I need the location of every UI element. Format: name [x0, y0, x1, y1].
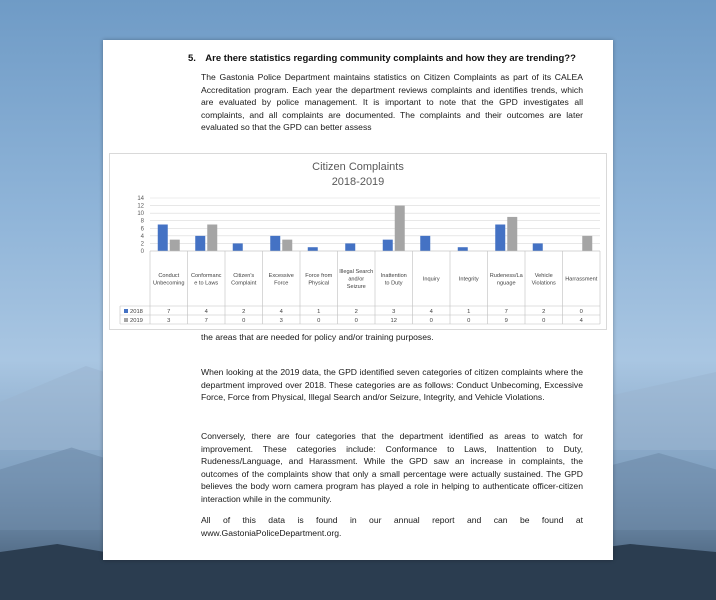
question-text: Are there statistics regarding community complaints and how they are trending??	[205, 53, 576, 64]
category-label: Conduct	[158, 272, 180, 279]
paragraph-annual-report: All of this data is found in our annual report and can be found at www.GastoniaPoliceDepartment.org.	[201, 515, 583, 538]
category-label: Complaint	[231, 280, 257, 287]
category-label: Harrassment	[565, 276, 598, 283]
y-tick-label: 4	[140, 233, 144, 240]
category-label: to Duty	[384, 280, 403, 287]
data-label-2018: 4	[204, 309, 208, 315]
data-label-2018: 2	[242, 309, 246, 315]
category-label: nguage	[496, 280, 516, 287]
chart-title: Citizen Complaints	[312, 161, 404, 173]
category-label: Inquiry	[422, 276, 440, 283]
data-label-2019: 4	[579, 318, 583, 324]
category-label: Vehicle	[534, 272, 553, 279]
data-label-2019: 0	[317, 318, 321, 324]
data-label-2019: 0	[429, 318, 433, 324]
citizen-complaints-chart	[109, 153, 607, 330]
data-label-2019: 0	[242, 318, 246, 324]
data-label-2019: 3	[279, 318, 283, 324]
category-label: Violations	[531, 280, 556, 287]
data-label-2019: 7	[204, 318, 208, 324]
category-label: Illegal Search	[339, 269, 374, 275]
category-label: Unbecoming	[153, 280, 185, 287]
data-label-2019: 0	[467, 318, 471, 324]
data-label-2018: 1	[317, 309, 321, 315]
y-tick-label: 8	[140, 218, 144, 225]
category-label: Conformanc	[191, 272, 222, 279]
data-label-2018: 4	[279, 309, 283, 315]
bar-2019	[207, 225, 217, 252]
y-tick-label: 10	[137, 211, 144, 218]
paragraph-calea-continued: the areas that are needed for policy and/or training purposes.	[201, 332, 434, 342]
bar-2019	[507, 217, 517, 251]
bar-2018	[233, 243, 243, 251]
category-label: Force	[274, 280, 289, 287]
question-number: 5.	[188, 53, 196, 64]
paragraph-watch-areas: Conversely, there are four categories that the department identified as areas to watch for improvement. These categories include: Conformance to Laws, Inattention to Duty, Rudeness/Language, and Harassment. While the GPD saw an increase in complaints, the outcomes of the complaints show that only a small percentage were actually sustained. The GPD believes the body worn camera program has played a role in helping to authenticate officer-citizen interaction while in the community.	[201, 431, 583, 504]
data-label-2019: 3	[167, 318, 171, 324]
legend-key-2019	[124, 318, 128, 322]
bar-2019	[395, 206, 405, 251]
category-label: Citizen's	[233, 272, 255, 279]
chart-plot	[110, 154, 606, 329]
bar-2018	[533, 243, 543, 251]
data-label-2019: 12	[390, 318, 397, 324]
data-label-2018: 2	[542, 309, 546, 315]
data-label-2019: 0	[354, 318, 358, 324]
bar-2018	[195, 236, 205, 251]
category-label: Excessive	[268, 272, 294, 279]
data-label-2019: 9	[504, 318, 508, 324]
paragraph-calea: The Gastonia Police Department maintains statistics on Citizen Complaints as part of its CALEA Accreditation program. Each year the department reviews complaints and identifies trends, which are evaluated by police management. It is important to note that the GPD investigates all complaints, and all complaints are documented. The complaints and their outcomes are later evaluated so that the GPD can better assess	[201, 72, 583, 132]
bar-2018	[158, 225, 168, 252]
category-label: Integrity	[458, 276, 479, 283]
y-tick-label: 2	[140, 241, 144, 248]
legend-key-2018	[124, 309, 128, 313]
y-tick-label: 12	[137, 203, 144, 210]
document-page	[103, 40, 613, 560]
data-label-2018: 7	[167, 309, 171, 315]
category-label: Rudeness/La	[489, 272, 523, 279]
question-heading	[188, 53, 576, 64]
category-label: and/or	[348, 276, 365, 283]
data-label-2018: 0	[579, 309, 583, 315]
bar-2018	[420, 236, 430, 251]
bar-2018	[270, 236, 280, 251]
category-label: Force from	[305, 272, 333, 279]
paragraph-improvements: When looking at the 2019 data, the GPD identified seven categories of citizen complaints where the department improved over 2018. These categories are as follows: Conduct Unbecoming, Excessive Force, Force from Physical, Illegal Search and/or Seizure, Integrity, and Vehicle Violations.	[201, 367, 583, 402]
category-label: Seizure	[346, 284, 366, 290]
bar-2018	[345, 243, 355, 251]
data-label-2018: 1	[467, 309, 471, 315]
category-label: Physical	[308, 280, 330, 287]
bar-2019	[170, 240, 180, 251]
data-label-2018: 7	[504, 309, 508, 315]
chart-subtitle: 2018-2019	[331, 176, 385, 188]
legend-label-2019: 2019	[130, 318, 143, 324]
data-label-2018: 3	[392, 309, 396, 315]
category-label: e to Laws	[194, 280, 219, 287]
data-label-2018: 2	[354, 309, 358, 315]
bar-2019	[282, 240, 292, 251]
data-label-2018: 4	[429, 309, 433, 315]
bar-2019	[582, 236, 592, 251]
y-tick-label: 14	[137, 196, 144, 202]
bar-2018	[308, 247, 318, 251]
data-label-2019: 0	[542, 318, 546, 324]
y-tick-label: 6	[140, 226, 144, 233]
y-tick-label: 0	[140, 249, 144, 255]
legend-label-2018: 2018	[130, 309, 143, 315]
category-label: Inattention	[380, 272, 407, 279]
bar-2018	[458, 247, 468, 251]
bar-2018	[383, 240, 393, 251]
bar-2018	[495, 225, 505, 252]
